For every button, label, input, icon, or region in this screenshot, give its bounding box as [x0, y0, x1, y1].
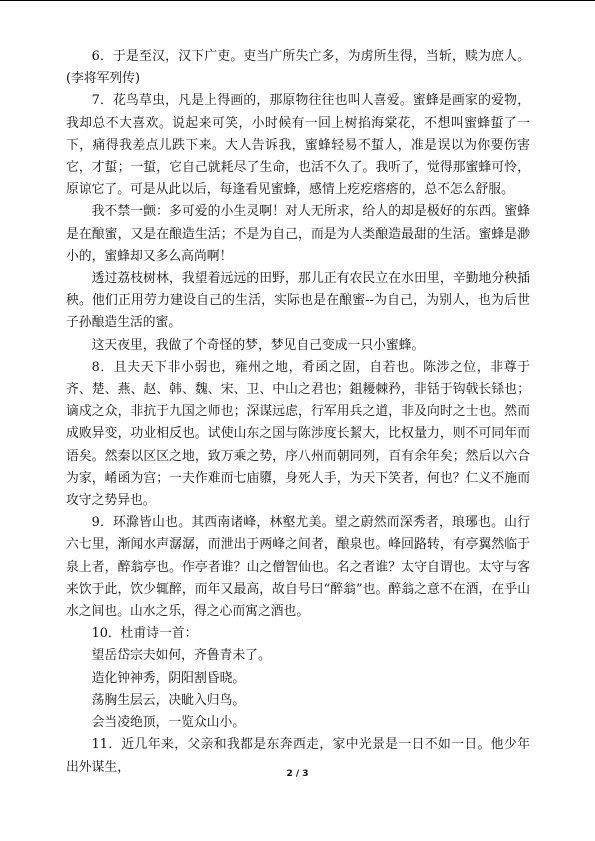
paragraph-item-7: 7．花鸟草虫，凡是上得画的，那原物往往也叫人喜爱。蜜蜂是画家的爱物，我却总不大喜欢。说起来可笑，小时候有一回上树掐海棠花，不想叫蜜蜂蜇了一下，痛得我差点儿跌下来。大人告诉我，蜜蜂轻易不蜇人，准是误以为你要伤害它，才蜇；一蜇，它自己就耗尽了生命，也活不久了。我听了，觉得那蜜蜂可怜，原谅它了。可是从此以后，每逢看见蜜蜂，感情上疙疙瘩瘩的，总不怎么舒服。 [66, 93, 530, 198]
paragraph-item-6: 6．于是至汉，汉下广吏。吏当广所失亡多，为虏所生得，当斩，赎为庶人。(李将军列传) [66, 49, 530, 87]
paragraph-item-9: 9．环滁皆山也。其西南诸峰，林壑尤美。望之蔚然而深秀者，琅琊也。山行六七里，渐闻水声潺潺，而泄出于两峰之间者，酿泉也。峰回路转，有亭翼然临于泉上者，醉翁亭也。作亭者谁？山之僧智仙也。名之者谁？太守自谓也。太守与客来饮于此，饮少辄醉，而年又最高，故自号曰“醉翁”也。醉翁之意不在酒，在乎山水之间也。山水之乐，得之心而寓之酒也。 [66, 515, 530, 620]
poem-line-4: 会当凌绝顶，一览众山小。 [91, 715, 246, 731]
paragraph-item-10: 10．杜甫诗一首： [91, 626, 198, 642]
page-number: 2 / 3 [286, 769, 309, 779]
paragraph-dream: 这天夜里，我做了个奇怪的梦，梦见自己变成一只小蜜蜂。 [91, 337, 425, 353]
paragraph-bee-reflection: 我不禁一颤：多可爱的小生灵啊！对人无所求，给人的却是极好的东西。蜜蜂是在酿蜜，又是在酿造生活；不是为自己，而是为人类酿造最甜的生活。蜜蜂是渺小的，蜜蜂却又多么高尚啊！ [66, 204, 530, 264]
paragraph-item-8: 8．且夫天下非小弱也，雍州之地，肴函之固，自若也。陈涉之位，非尊于齐、楚、燕、赵、韩、魏、宋、卫、中山之君也；鉏耰棘矜，非铦于钩戟长铩也；谪戍之众，非抗于九国之师也；深谋远虑，行军用兵之道，非及向时之士也。然而成败异变，功业相反也。试使山东之国与陈涉度长絜大，比权量力，则不可同年而语矣。然秦以区区之地，致万乘之势，序八州而朝同列，百有余年矣；然后以六合为家，崤函为宫；一夫作难而七庙隳，身死人手，为天下笑者，何也？仁义不施而攻守之势异也。 [66, 359, 530, 509]
poem-line-1: 望岳岱宗夫如何，齐鲁青未了。 [91, 648, 271, 664]
poem-line-3: 荡胸生层云，决眦入归鸟。 [91, 692, 246, 708]
poem-line-2: 造化钟神秀，阴阳割昏晓。 [91, 670, 246, 686]
top-rule [0, 0, 595, 1]
paragraph-fields: 透过荔枝树林，我望着远远的田野，那儿正有农民立在水田里，辛勤地分秧插秧。他们正用劳力建设自己的生活，实际也是在酿蜜--为自己，为别人，也为后世子孙酿造生活的蜜。 [66, 271, 530, 331]
paragraph-item-11: 11．近几年来，父亲和我都是东奔西走，家中光景是一日不如一日。他少年出外谋生， [66, 737, 530, 775]
document-body [66, 46, 530, 779]
